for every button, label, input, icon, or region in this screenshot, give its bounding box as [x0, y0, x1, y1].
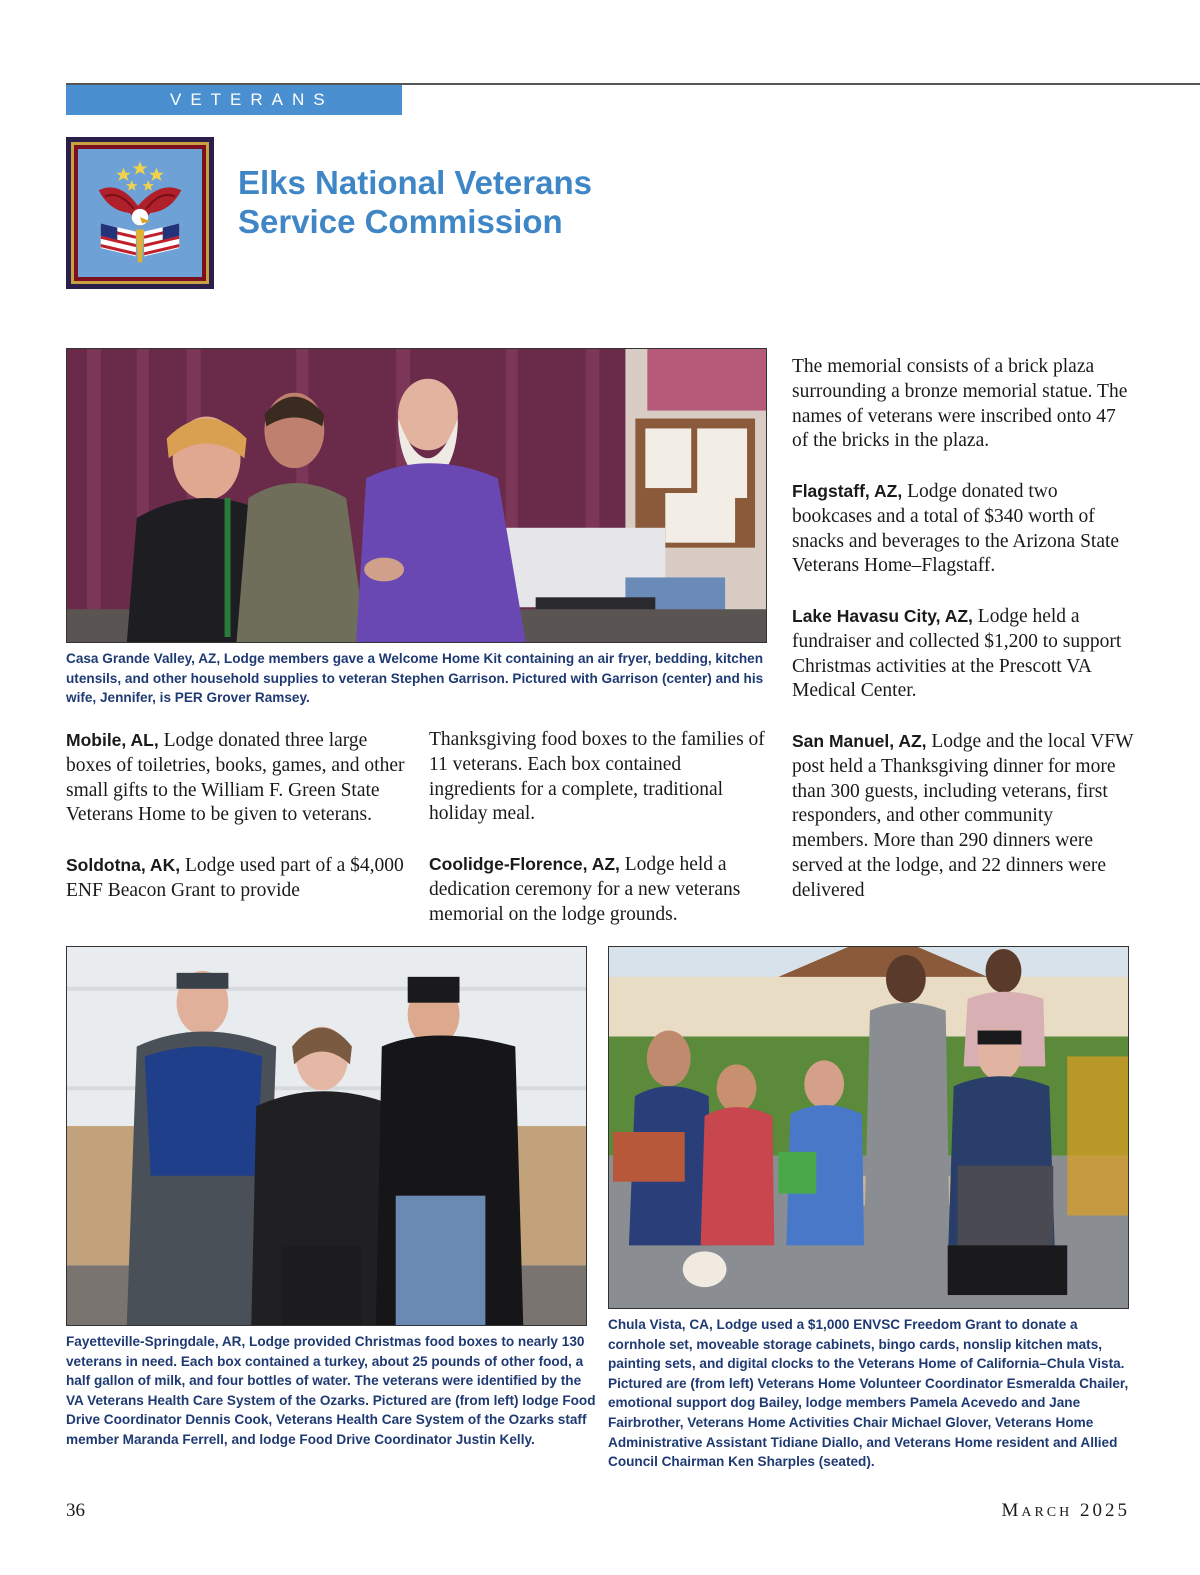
article-text: Lodge and the local VFW post held a Thanksgiving dinner for more than 300 guests, including veterans, first responders, and other community members. More than 290 dinners were served at the lodge, and 22 dinners were delivered [792, 730, 1134, 901]
envsc-logo [66, 137, 214, 289]
article-mobile [66, 728, 408, 828]
fayetteville-caption [66, 1332, 596, 1450]
article-text: Lodge used part of a $4,000 ENF Beacon Grant to provide [66, 854, 404, 901]
article-text: Lodge held a fundraiser and collected $1,200 to support Christmas activities at the Prescott VA Medical Center. [792, 605, 1122, 702]
column-2 [429, 728, 771, 927]
article-text: Lodge held a dedication ceremony for a new veterans memorial on the lodge grounds. [429, 853, 741, 925]
article-soldotna-cont [429, 728, 771, 827]
column-3 [792, 355, 1134, 904]
article-location: Flagstaff, AZ, [792, 480, 903, 501]
page-title [238, 163, 798, 241]
article-text: Thanksgiving food boxes to the families of 11 veterans. Each box contained ingredients for a complete, traditional holiday meal. [429, 729, 765, 825]
title-line-1: Elks National Veterans [238, 164, 592, 201]
article-location: Soldotna, AK, [66, 854, 181, 875]
title-line-2: Service Commission [238, 203, 563, 240]
article-san-manuel [792, 729, 1134, 904]
article-coolidge-cont [792, 355, 1134, 454]
caption-text: Lodge members gave a Welcome Home Kit containing an air fryer, bedding, kitchen utensils, and other household supplies to veteran Stephen Garrison. Pictured with Garrison (center) and his wife, Jennifer, is PER Grover Ramsey. [66, 651, 764, 706]
page-number: 36 [66, 1500, 85, 1521]
article-coolidge [429, 852, 771, 927]
chula-vista-caption [608, 1315, 1138, 1472]
casa-grande-caption [66, 649, 772, 708]
article-soldotna [66, 853, 408, 904]
section-label: VETERANS [66, 85, 402, 115]
article-lake-havasu [792, 604, 1134, 704]
article-location: Mobile, AL, [66, 730, 159, 750]
issue-date [1001, 1500, 1130, 1522]
eagle-flag-emblem-icon [78, 149, 202, 277]
article-location: San Manuel, AZ, [792, 730, 927, 751]
fayetteville-photo [66, 946, 587, 1326]
article-text: Lodge donated two bookcases and a total of $340 worth of snacks and beverages to the Arizona State Veterans Home–Flagstaff. [792, 480, 1120, 577]
article-text: The memorial consists of a brick plaza surrounding a bronze memorial statue. The names of veterans were inscribed onto 47 of the bricks in the plaza. [792, 356, 1128, 452]
article-flagstaff [792, 479, 1134, 579]
article-text: Lodge donated three large boxes of toiletries, books, games, and other small gifts to the William F. Green State Veterans Home to be given to veterans. [66, 730, 405, 826]
article-location: Coolidge-Florence, AZ, [429, 853, 620, 874]
issue-month-rest: ARCH [1021, 1505, 1073, 1520]
caption-text: Lodge used a $1,000 ENVSC Freedom Grant to donate a cornhole set, moveable storage cabinets, bingo cards, nonslip kitchen mats, painting sets, and digital clocks to the Veterans Home of California–Chula Vista. Pictured are (from left) Veterans Home Volunteer Coordinator Esmeralda Chailer, emotional support dog Bailey, lodge members Pamela Acevedo and Jane Fairbrother, Veterans Home Activities Chair Michael Glover, Veterans Home Administrative Assistant Tidiane Diallo, and Veterans Home resident and Allied Council Chairman Ken Sharples (seated). [608, 1317, 1129, 1470]
caption-lead: Casa Grande Valley, AZ, [66, 651, 221, 666]
casa-grande-photo [66, 348, 767, 643]
column-1 [66, 728, 408, 904]
caption-text: Lodge provided Christmas food boxes to nearly 130 veterans in need. Each box contained a turkey, about 25 pounds of other food, a half gallon of milk, and four bottles of water. The veterans were identified by the VA Veterans Health Care System of the Ozarks. Pictured are (from left) lodge Food Drive Coordinator Dennis Cook, Veterans Health Care System of the Ozarks staff member Maranda Ferrell, and lodge Food Drive Coordinator Justin Kelly. [66, 1334, 596, 1447]
caption-lead: Chula Vista, CA, [608, 1317, 713, 1332]
article-location: Lake Havasu City, AZ, [792, 605, 973, 626]
issue-year: 2025 [1080, 1500, 1130, 1521]
issue-month-initial: M [1001, 1500, 1022, 1521]
caption-lead: Fayetteville-Springdale, AR, [66, 1334, 246, 1349]
chula-vista-photo [608, 946, 1129, 1309]
